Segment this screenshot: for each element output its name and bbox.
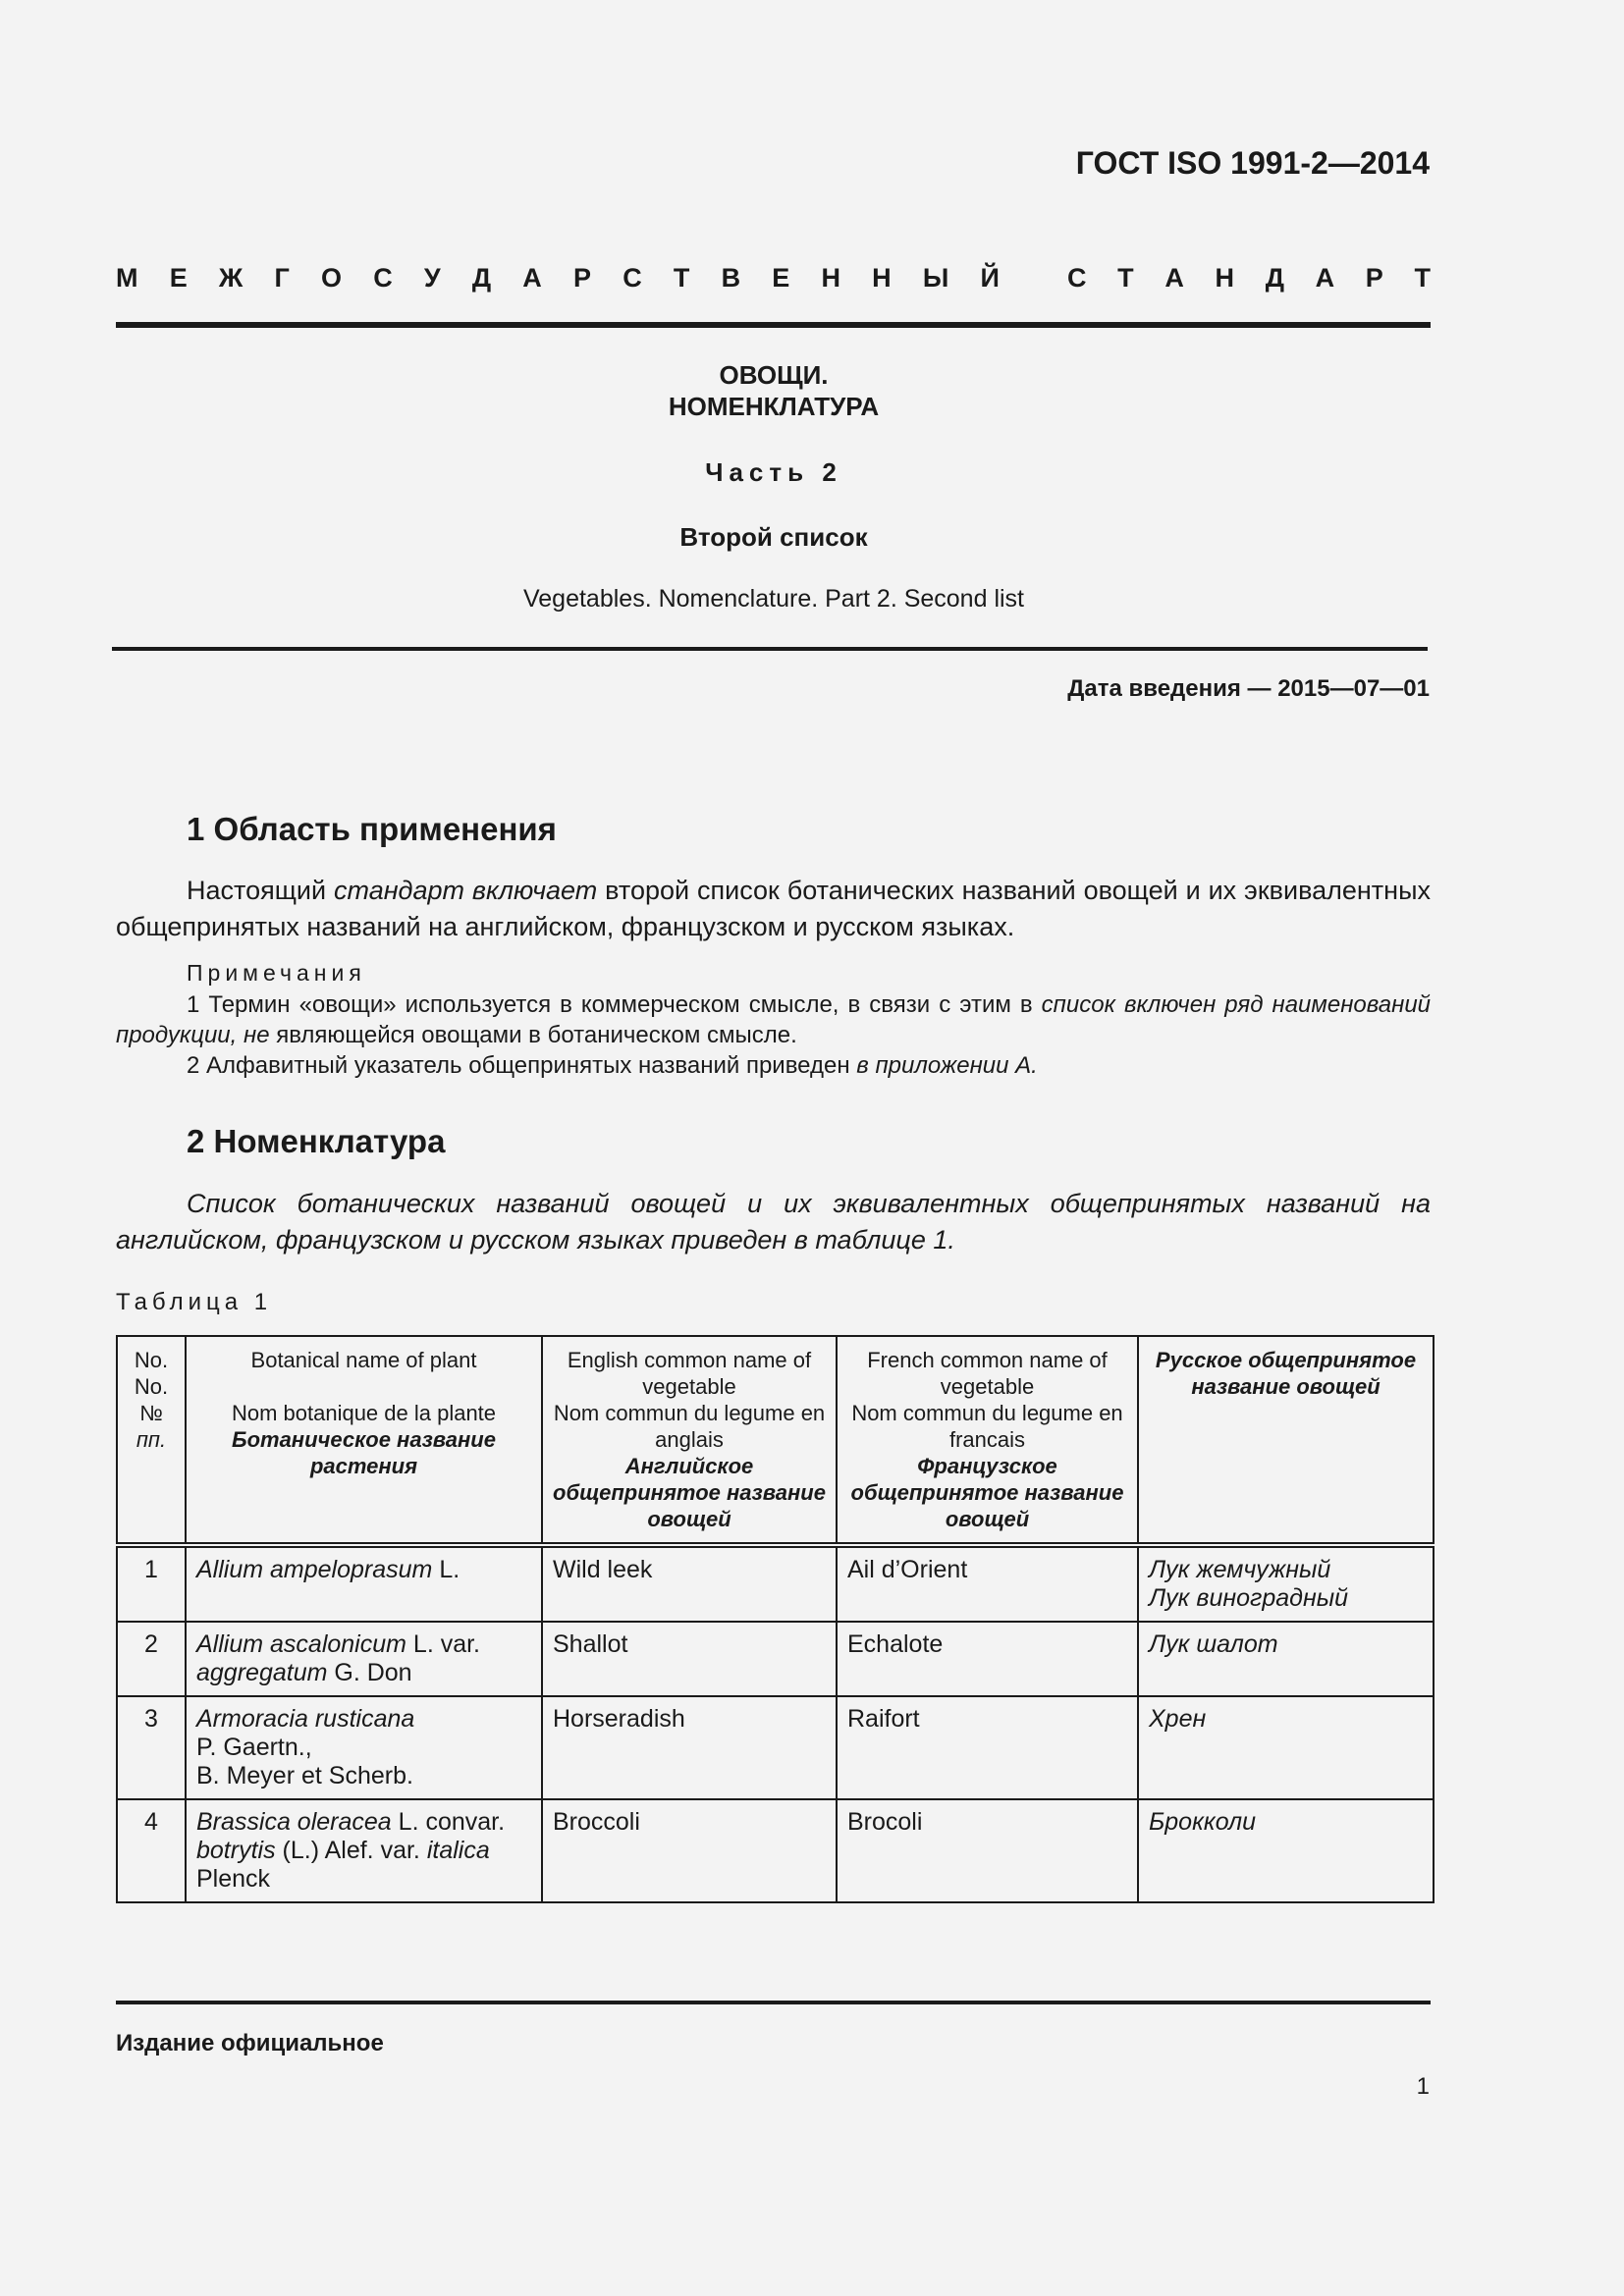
text-run: L. [432,1556,460,1583]
header-text: Ботаническое название растения [232,1427,496,1478]
document-code: ГОСТ ISO 1991-2—2014 [1075,145,1430,181]
banner-letter: С [623,263,642,293]
banner-letter: С [373,263,393,293]
banner-letter: Р [572,263,591,293]
section-1-heading: 1 Область применения [187,811,557,847]
text-run-italic: Список ботанических названий овощей и их эквивалентных общепринятых названий на английском, французском и русском языках приведен в таблице 1. [116,1189,1431,1255]
banner-letter: Т [673,263,690,293]
text-run: G. Don [327,1659,412,1686]
note-2 [116,1050,1431,1081]
header-text: English common name of vegetable [567,1348,812,1399]
cell-french: Echalote [837,1622,1138,1696]
note-1 [116,989,1431,1050]
section-2-paragraph [116,1186,1431,1258]
header-botanical [186,1336,542,1545]
cell-english: Broccoli [542,1799,837,1902]
banner-letter: Й [980,263,1000,293]
cell-botanical [186,1622,542,1696]
text-line: Лук жемчужный [1149,1556,1331,1583]
text-run: Plenck [196,1865,271,1893]
banner-letter: Ы [922,263,949,293]
text-run: L. convar. [391,1808,506,1836]
footer-rule [116,2001,1431,2004]
cell-russian [1138,1545,1434,1622]
text-run: Настоящий [187,876,334,905]
cell-number: 2 [117,1622,186,1696]
banner-letter: Р [1365,263,1383,293]
text-run: 1 Термин «овощи» используется в коммерческом смысле, в связи с этим в [187,991,1042,1018]
table-caption: Таблица 1 [116,1289,273,1315]
text-run: являющейся овощами в ботаническом смысле. [269,1022,797,1048]
header-french [837,1336,1138,1545]
header-text: № [139,1401,163,1425]
banner-letter: Е [169,263,188,293]
interstate-word [116,263,1000,294]
header-text: No. [134,1348,169,1372]
banner-letter: У [423,263,441,293]
title-line-1: ОВОЩИ. [719,360,829,390]
header-english [542,1336,837,1545]
text-run-italic: Armoracia rusticana [196,1705,415,1733]
cell-english: Wild leek [542,1545,837,1622]
table-row [117,1696,1434,1799]
banner-letter: С [1067,263,1087,293]
text-line: Лук виноградный [1149,1584,1349,1612]
subtitle: Второй список [679,522,868,552]
edition-label: Издание официальное [116,2030,384,2056]
header-text: Французское общепринятое название овощей [850,1454,1124,1531]
text-run-italic: в приложении А. [856,1052,1038,1079]
header-text: Botanical name of plant [250,1348,477,1372]
notes-title: Примечания [187,960,366,986]
table-row [117,1622,1434,1696]
header-number [117,1336,186,1545]
interstate-standard-banner [116,263,1431,294]
banner-letter: Е [772,263,790,293]
banner-letter: Т [1117,263,1134,293]
header-russian [1138,1336,1434,1545]
cell-botanical [186,1696,542,1799]
banner-letter: Н [872,263,892,293]
cell-russian: Брокколи [1138,1799,1434,1902]
title-rule [112,647,1428,651]
banner-letter: А [1164,263,1184,293]
document-title [0,359,1547,422]
banner-letter: А [522,263,542,293]
header-text: Английское общепринятое название овощей [553,1454,826,1531]
text-run: (L.) Alef. var. [275,1837,427,1864]
cell-botanical [186,1545,542,1622]
section-2-heading: 2 Номенклатура [187,1123,446,1159]
header-text: пп. [135,1427,167,1452]
banner-letter: Д [471,263,492,293]
cell-russian: Лук шалот [1138,1622,1434,1696]
text-run-italic: Allium ampeloprasum [196,1556,433,1583]
banner-letter: В [721,263,741,293]
cell-number: 4 [117,1799,186,1902]
banner-letter: М [116,263,138,293]
header-text: Nom botanique de la plante [231,1401,497,1425]
part-label: Часть 2 [705,457,842,487]
cell-french: Ail d’Orient [837,1545,1138,1622]
text-run-italic: список включен ряд наименований продукции, не [116,991,1432,1048]
table-header-row [117,1336,1434,1545]
banner-letter: Д [1265,263,1284,293]
cell-english: Shallot [542,1622,837,1696]
text-run-italic: стандарт включает [334,876,598,905]
text-run: B. Meyer et Scherb. [196,1762,413,1789]
banner-letter: Н [821,263,840,293]
text-run: L. var. [406,1630,481,1658]
banner-letter: А [1315,263,1335,293]
text-run: второй список ботанических названий овощей и их эквивалентных общепринятых названий на английском, французском и русском языках. [116,876,1431,941]
introduction-date: Дата введения — 2015—07—01 [1067,675,1430,702]
cell-russian: Хрен [1138,1696,1434,1799]
cell-botanical [186,1799,542,1902]
top-rule [116,322,1431,328]
header-text: Русское общепринятое название овощей [1155,1348,1417,1399]
table-row [117,1545,1434,1622]
english-title: Vegetables. Nomenclature. Part 2. Second list [522,585,1024,613]
text-run-italic: aggregatum [196,1659,328,1686]
text-run-italic: italica [426,1837,490,1864]
text-run: P. Gaertn., [196,1734,312,1761]
text-run: 2 Алфавитный указатель общепринятых названий приведен [187,1052,857,1079]
text-run-italic: Allium ascalonicum [196,1630,406,1658]
header-text: French common name of vegetable [867,1348,1108,1399]
banner-letter: Н [1215,263,1235,293]
cell-french: Brocoli [837,1799,1138,1902]
nomenclature-table [116,1335,1435,1903]
standard-word [1067,263,1431,294]
title-line-2: НОМЕНКЛАТУРА [668,392,880,421]
banner-letter: Г [274,263,290,293]
text-run-italic: botrytis [196,1837,276,1864]
text-run-italic: Brassica oleracea [196,1808,392,1836]
header-text: Nom commun du legume en francais [851,1401,1123,1452]
cell-english: Horseradish [542,1696,837,1799]
banner-letter: Ж [218,263,244,293]
page-number: 1 [1416,2073,1430,2100]
cell-french: Raifort [837,1696,1138,1799]
table-row [117,1799,1434,1902]
header-text: No. [134,1374,169,1399]
section-1-paragraph [116,873,1431,945]
banner-letter: О [320,263,342,293]
header-text: Nom commun du legume en anglais [553,1401,826,1452]
banner-letter: Т [1414,263,1431,293]
cell-number: 3 [117,1696,186,1799]
cell-number: 1 [117,1545,186,1622]
